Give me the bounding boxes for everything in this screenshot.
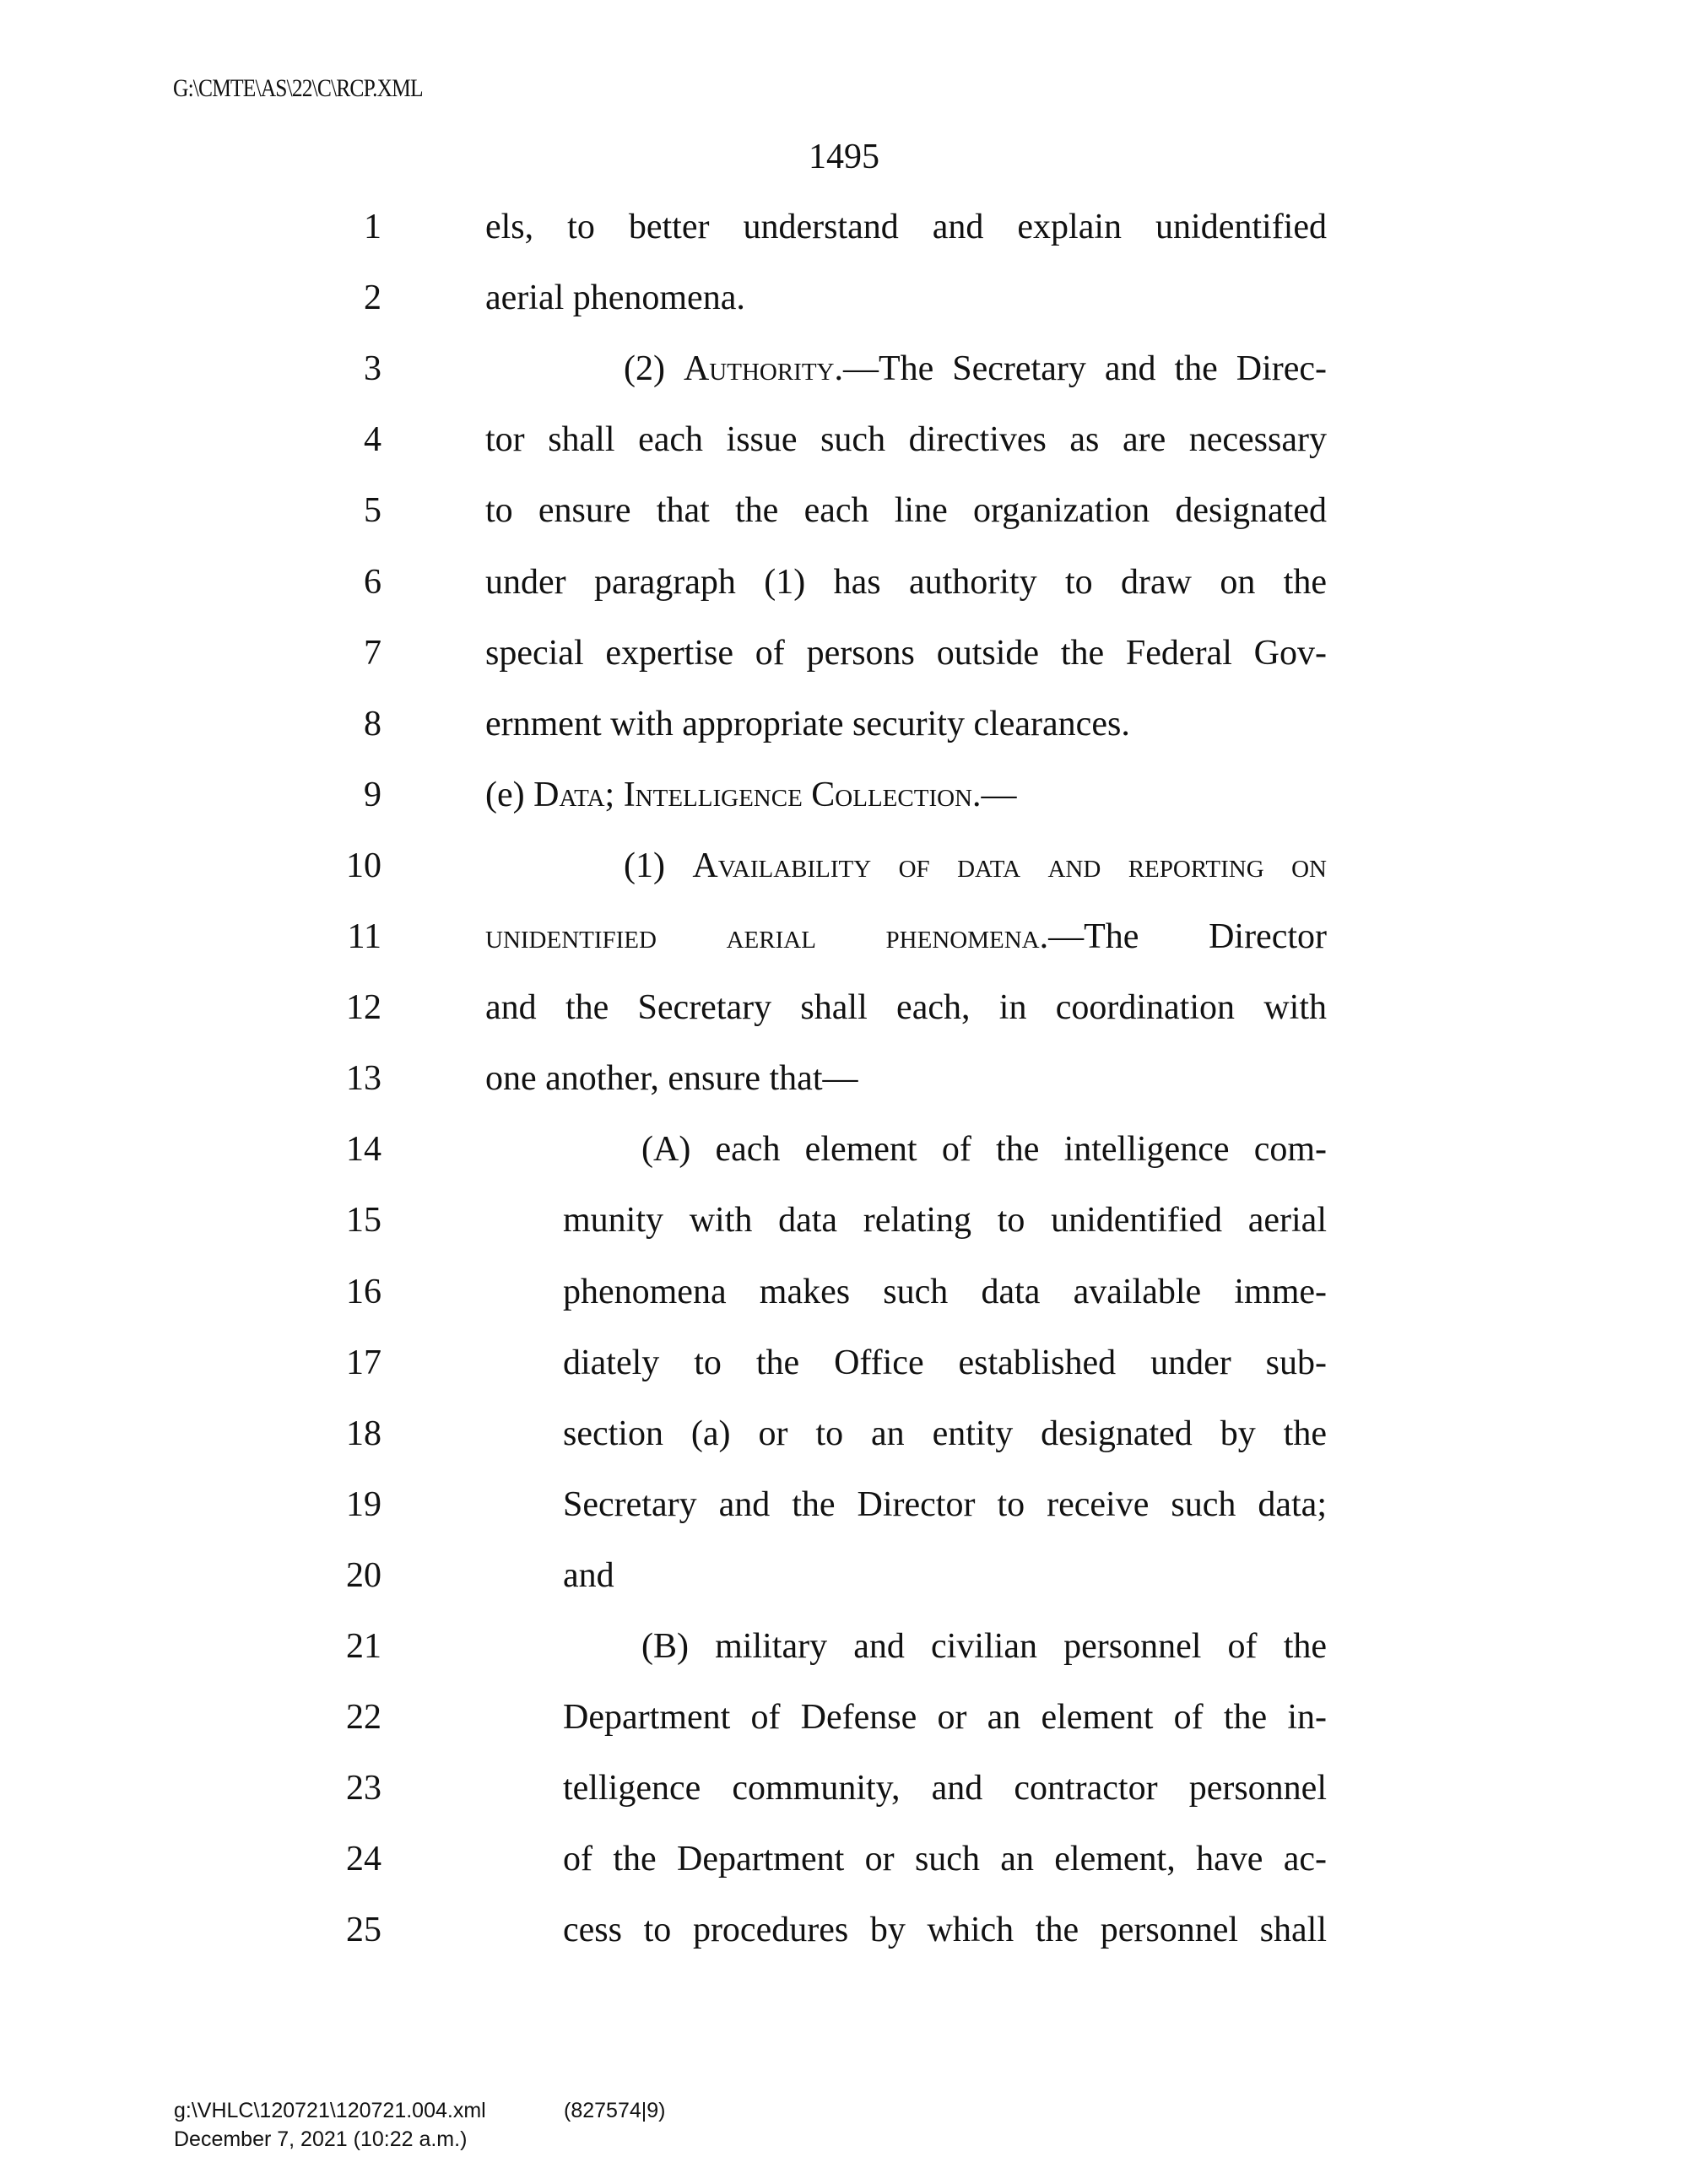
line-number: 7 — [364, 633, 381, 673]
text-line: ernment with appropriate security clearances. — [485, 704, 1130, 743]
small-caps-heading: Availability of data and reporting on — [692, 846, 1327, 885]
text-line: to ensure that the each line organization designated — [485, 491, 1327, 531]
line-number: 8 — [364, 704, 381, 743]
line-number: 17 — [346, 1343, 381, 1382]
text-line: els, to better understand and explain unidentified — [485, 208, 1327, 246]
line-number: 16 — [346, 1272, 381, 1311]
line-number: 9 — [364, 775, 381, 814]
text-line: Department of Defense or an element of the in- — [563, 1698, 1327, 1738]
text-line: Secretary and the Director to receive such data; — [563, 1484, 1327, 1524]
footer-doc-id: (827574|9) — [564, 2099, 666, 2122]
text-line: diately to the Office established under sub- — [563, 1343, 1327, 1382]
text-line: aerial phenomena. — [485, 278, 745, 318]
text-line: phenomena makes such data available imme- — [563, 1272, 1327, 1311]
text-line: telligence community, and contractor personnel — [563, 1769, 1327, 1808]
line-number: 21 — [346, 1627, 381, 1666]
line-number: 3 — [364, 349, 381, 389]
text-line: special expertise of persons outside the Federal Gov- — [485, 633, 1327, 673]
line-number: 4 — [364, 420, 381, 460]
line-number: 5 — [364, 491, 381, 531]
line-number: 18 — [346, 1414, 381, 1453]
line-number: 25 — [346, 1911, 381, 1950]
text-line: of the Department or such an element, have ac- — [563, 1840, 1327, 1879]
small-caps-heading: Authority — [683, 349, 835, 389]
line-number: 13 — [346, 1059, 381, 1099]
text-line: (B) military and civilian personnel of the — [641, 1627, 1327, 1666]
text-line: (2) Authority.—The Secretary and the Direc- — [624, 349, 1327, 389]
line-number: 19 — [346, 1484, 381, 1524]
text-line: one another, ensure that— — [485, 1059, 858, 1099]
header-file-path: G:\CMTE\AS\22\C\RCP.XML — [173, 74, 423, 102]
text-line: munity with data relating to unidentified aerial — [563, 1201, 1327, 1241]
text-line: (e) Data; Intelligence Collection.— — [485, 775, 1017, 814]
page-number: 1495 — [809, 138, 879, 176]
small-caps-heading: Data; Intelligence Collection — [533, 775, 972, 814]
line-number: 23 — [346, 1769, 381, 1808]
text-line: (A) each element of the intelligence com- — [641, 1130, 1327, 1170]
line-number: 10 — [346, 846, 381, 885]
footer-timestamp: December 7, 2021 (10:22 a.m.) — [174, 2127, 468, 2151]
line-number: 1 — [364, 208, 381, 246]
text-line: section (a) or to an entity designated by the — [563, 1414, 1327, 1453]
line-number: 15 — [346, 1201, 381, 1241]
line-number: 14 — [346, 1130, 381, 1170]
text-line: (1) Availability of data and reporting on — [624, 846, 1327, 885]
small-caps-heading: unidentified aerial phenomena — [485, 917, 1040, 956]
line-number: 11 — [347, 917, 381, 956]
text-line: and — [563, 1555, 614, 1595]
text-line: tor shall each issue such directives as are necessary — [485, 420, 1327, 460]
footer-file-path: g:\VHLC\120721\120721.004.xml — [174, 2099, 486, 2122]
text-line: under paragraph (1) has authority to draw on the — [485, 562, 1327, 602]
line-number: 6 — [364, 562, 381, 602]
text-line: unidentified aerial phenomena.—The Director — [485, 917, 1327, 956]
line-number: 2 — [364, 278, 381, 318]
text-line: cess to procedures by which the personnel shall — [563, 1911, 1327, 1950]
text-line: and the Secretary shall each, in coordination with — [485, 988, 1327, 1028]
line-number: 22 — [346, 1698, 381, 1738]
line-number: 20 — [346, 1555, 381, 1595]
line-number: 12 — [346, 988, 381, 1028]
line-number: 24 — [346, 1840, 381, 1879]
